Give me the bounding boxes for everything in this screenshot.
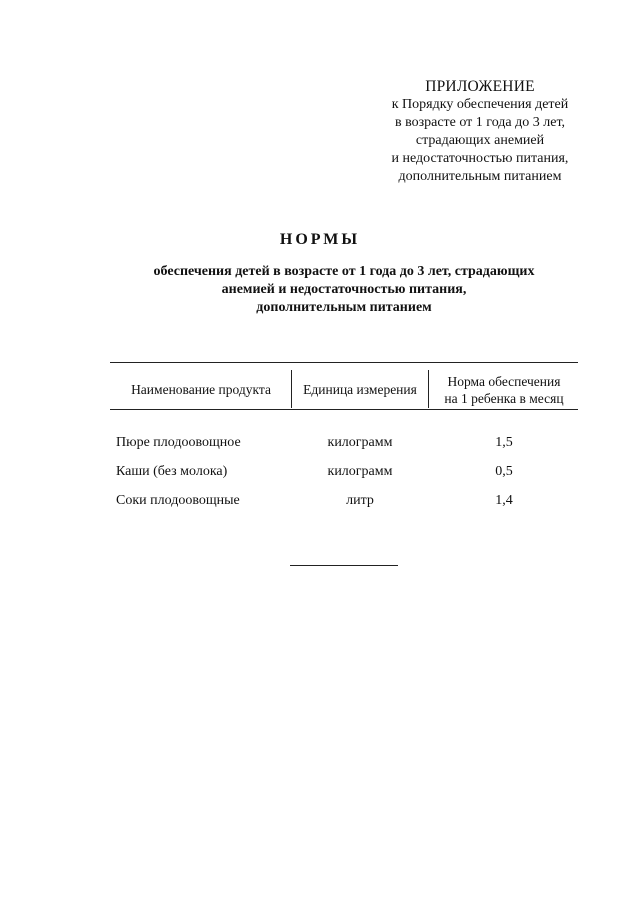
column-header-norm-line: на 1 ребенка в месяц (444, 391, 564, 406)
table-row (0, 462, 640, 482)
appendix-block (360, 78, 600, 186)
subheading-line: обеспечения детей в возрасте от 1 года до 3 лет, страдающих (153, 264, 535, 279)
document-subheading (100, 263, 588, 317)
column-header-norm (430, 373, 578, 407)
norm-cell: 1,5 (495, 435, 513, 450)
table-top-rule (110, 362, 578, 363)
norm-cell: 0,5 (495, 464, 513, 479)
unit-cell: литр (346, 493, 374, 508)
end-rule (290, 565, 398, 566)
appendix-line: в возрасте от 1 года до 3 лет, (394, 115, 566, 130)
product-name-cell: Каши (без молока) (116, 464, 228, 479)
unit-cell: килограмм (327, 435, 393, 450)
table-header-rule (110, 409, 578, 410)
norm-cell: 1,4 (495, 493, 513, 508)
appendix-line: и недостаточностью питания, (391, 151, 569, 166)
column-divider (428, 370, 429, 408)
table-row (0, 491, 640, 511)
document-heading: НОРМЫ (279, 231, 361, 248)
subheading-line: дополнительным питанием (256, 300, 432, 315)
column-divider (291, 370, 292, 408)
product-name-cell: Пюре плодоовощное (116, 435, 241, 450)
appendix-line: страдающих анемией (415, 133, 545, 148)
column-header-unit: Единица измерения (303, 382, 417, 397)
column-header-product: Наименование продукта (131, 382, 271, 397)
appendix-line: дополнительным питанием (398, 169, 562, 184)
appendix-line: к Порядку обеспечения детей (391, 97, 569, 112)
appendix-title: ПРИЛОЖЕНИЕ (425, 78, 535, 95)
subheading-line: анемией и недостаточностью питания, (221, 282, 467, 297)
table-row (0, 433, 640, 453)
unit-cell: килограмм (327, 464, 393, 479)
column-header-norm-line: Норма обеспечения (447, 374, 561, 389)
product-name-cell: Соки плодоовощные (116, 493, 240, 508)
